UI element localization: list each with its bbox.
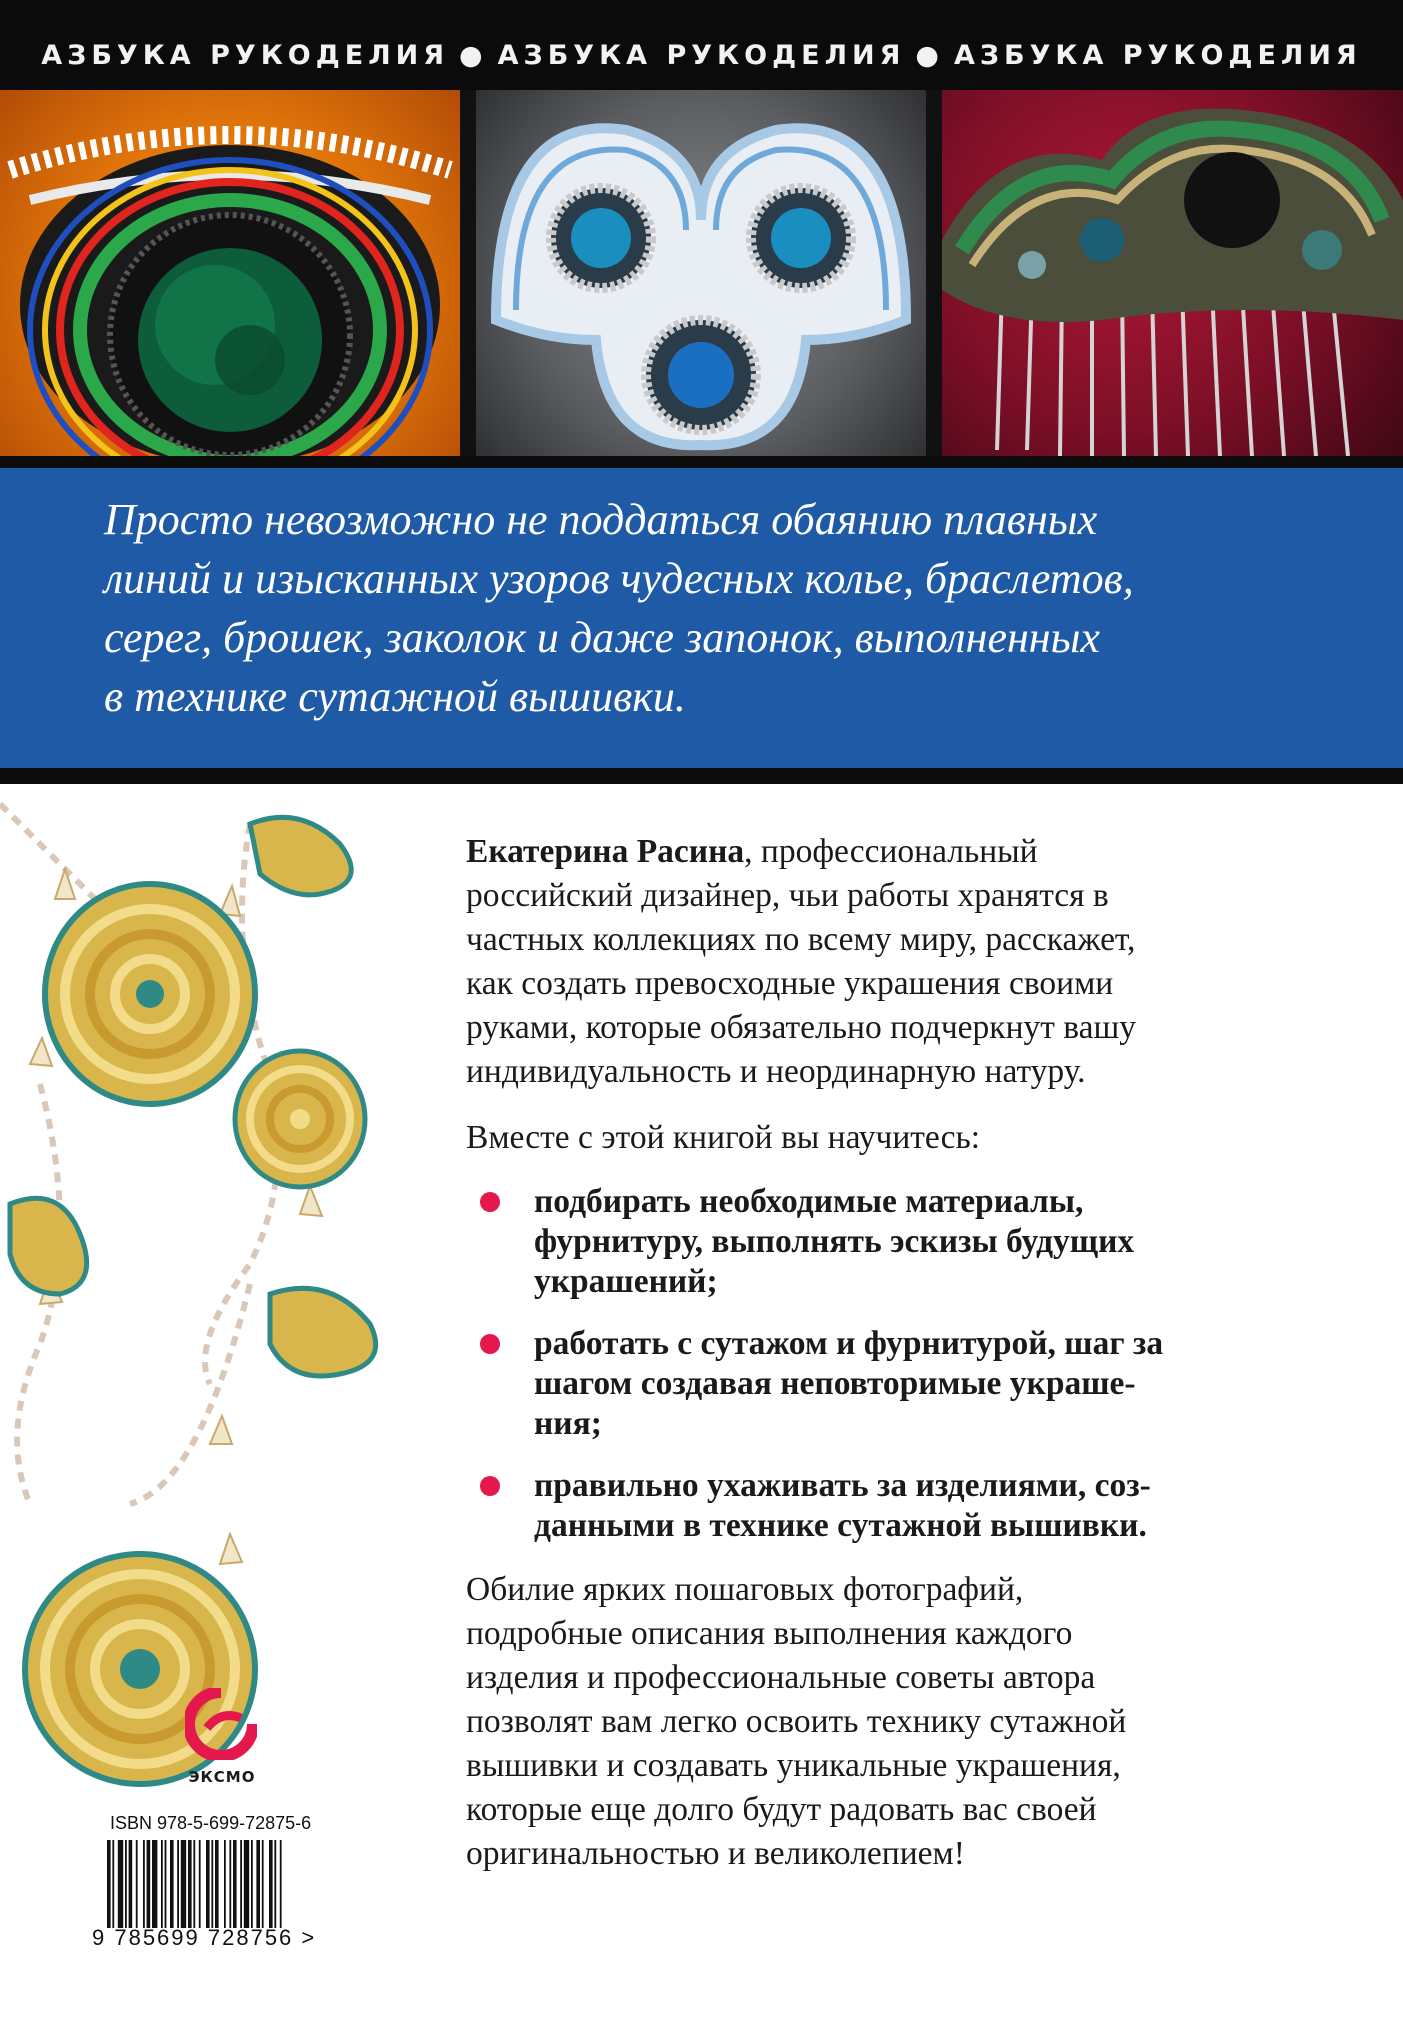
barcode-bar — [147, 1840, 151, 1928]
lead-line: российский дизайнер, чьи работы хранятся в — [466, 877, 1109, 914]
photo-brooch — [476, 90, 926, 456]
list-item — [466, 1324, 1346, 1444]
barcode-bar — [118, 1840, 123, 1928]
series-separator: ● — [459, 40, 488, 71]
barcode-bar — [229, 1840, 231, 1928]
eksmo-logo-icon — [185, 1688, 257, 1760]
outro-line: Обилие ярких пошаговых фотографий, — [466, 1571, 1024, 1608]
outro-line: вышивки и создавать уникальные украшения, — [466, 1747, 1121, 1784]
barcode-bar — [240, 1840, 242, 1928]
barcode-bar — [269, 1840, 273, 1928]
outro-line: позволят вам легко освоить технику сутажной — [466, 1703, 1127, 1740]
lead-line: как создать превосходные украшения своими — [466, 965, 1114, 1002]
lead-line: частных коллекциях по всему миру, расскажет, — [466, 921, 1136, 958]
banner-line: линий и изысканных узоров чудесных колье, браслетов, — [104, 554, 1134, 603]
barcode-bar — [152, 1840, 157, 1928]
barcode-bar — [280, 1840, 282, 1928]
skills-list — [466, 1182, 1346, 1546]
bullet-line: работать с сутажом и фурнитурой, шаг за — [534, 1325, 1164, 1362]
bullet-line: фурнитуру, выполнять эскизы будущих — [534, 1223, 1135, 1260]
barcode-bar — [161, 1840, 163, 1928]
banner-line: серег, брошек, заколок и даже запонок, выполненных — [104, 613, 1100, 662]
list-item — [466, 1182, 1346, 1302]
bullet-line: правильно ухаживать за изделиями, соз- — [534, 1467, 1151, 1504]
barcode-bar — [170, 1840, 174, 1928]
lead-line: индивидуальность и неординарную натуру. — [466, 1053, 1086, 1090]
outro-line: изделия и профессиональные советы автора — [466, 1659, 1096, 1696]
bullet-line: ния; — [534, 1405, 602, 1442]
photo-bracelet — [0, 90, 460, 456]
list-item — [466, 1466, 1346, 1546]
publisher-name: ЭКСМО — [188, 1768, 256, 1786]
photo-divider — [926, 90, 942, 456]
bullet-line: шагом создавая неповторимые украше- — [534, 1365, 1136, 1402]
bullet-dot-icon — [480, 1476, 500, 1496]
lead-line: руками, которые обязательно подчеркнут вашу — [466, 1009, 1137, 1046]
barcode-bar — [181, 1840, 186, 1928]
barcode-bar — [274, 1840, 276, 1928]
barcode-bar — [233, 1840, 237, 1928]
barcode-bar — [188, 1840, 192, 1928]
barcode-bar — [199, 1840, 201, 1928]
intro-line: Вместе с этой книгой вы научитесь: — [466, 1119, 981, 1156]
barcode-bar — [125, 1840, 127, 1928]
series-separator: ● — [915, 40, 944, 71]
barcode-bar — [244, 1840, 249, 1928]
lead-paragraph — [466, 830, 1346, 874]
barcode-bar — [107, 1840, 111, 1928]
barcode-bar — [177, 1840, 179, 1928]
author-name: Екатерина Расина — [466, 833, 745, 870]
banner-line: в технике сутажной вышивки. — [104, 672, 686, 721]
banner-bottom-border — [0, 768, 1403, 784]
barcode-digits: 9 785699 728756 > — [92, 1925, 317, 1950]
photo-hair-comb — [942, 90, 1403, 456]
banner-text — [104, 490, 1344, 726]
banner-top-border — [0, 456, 1403, 468]
series-title-2: АЗБУКА РУКОДЕЛИЯ — [497, 40, 906, 71]
barcode-bar — [193, 1840, 195, 1928]
outro-paragraph — [466, 1568, 1346, 1876]
barcode-bar — [206, 1840, 210, 1928]
outro-line: оригинальностью и великолепием! — [466, 1835, 965, 1872]
outro-line: которые еще долго будут радовать вас своей — [466, 1791, 1097, 1828]
series-title-3: АЗБУКА РУКОДЕЛИЯ — [953, 40, 1362, 71]
barcode-bar — [256, 1840, 260, 1928]
description — [466, 830, 1346, 1876]
barcode-bar — [136, 1840, 138, 1928]
barcode-bar — [143, 1840, 145, 1928]
bullet-dot-icon — [480, 1334, 500, 1354]
bullet-line: данными в технике сутажной вышивки. — [534, 1507, 1147, 1544]
barcode-bar — [251, 1840, 253, 1928]
outro-line: подробные описания выполнения каждого — [466, 1615, 1073, 1652]
barcode-bar — [224, 1840, 226, 1928]
bullet-line: украшений; — [534, 1263, 718, 1300]
lead-line: , профессиональный — [744, 833, 1038, 870]
series-title-1: АЗБУКА РУКОДЕЛИЯ — [41, 40, 450, 71]
banner-line: Просто невозможно не поддаться обаянию плавных — [104, 495, 1098, 544]
barcode-bar — [215, 1840, 219, 1928]
barcode-bar — [112, 1840, 114, 1928]
bullet-dot-icon — [480, 1192, 500, 1212]
photo-divider — [460, 90, 476, 456]
barcode — [107, 1840, 332, 1928]
isbn-label: ISBN 978-5-699-72875-6 — [110, 1813, 312, 1833]
bullet-line: подбирать необходимые материалы, — [534, 1183, 1084, 1220]
series-title — [0, 40, 1403, 71]
barcode-bar — [211, 1840, 213, 1928]
barcode-bar — [262, 1840, 264, 1928]
barcode-bar — [129, 1840, 133, 1928]
barcode-bar — [165, 1840, 167, 1928]
